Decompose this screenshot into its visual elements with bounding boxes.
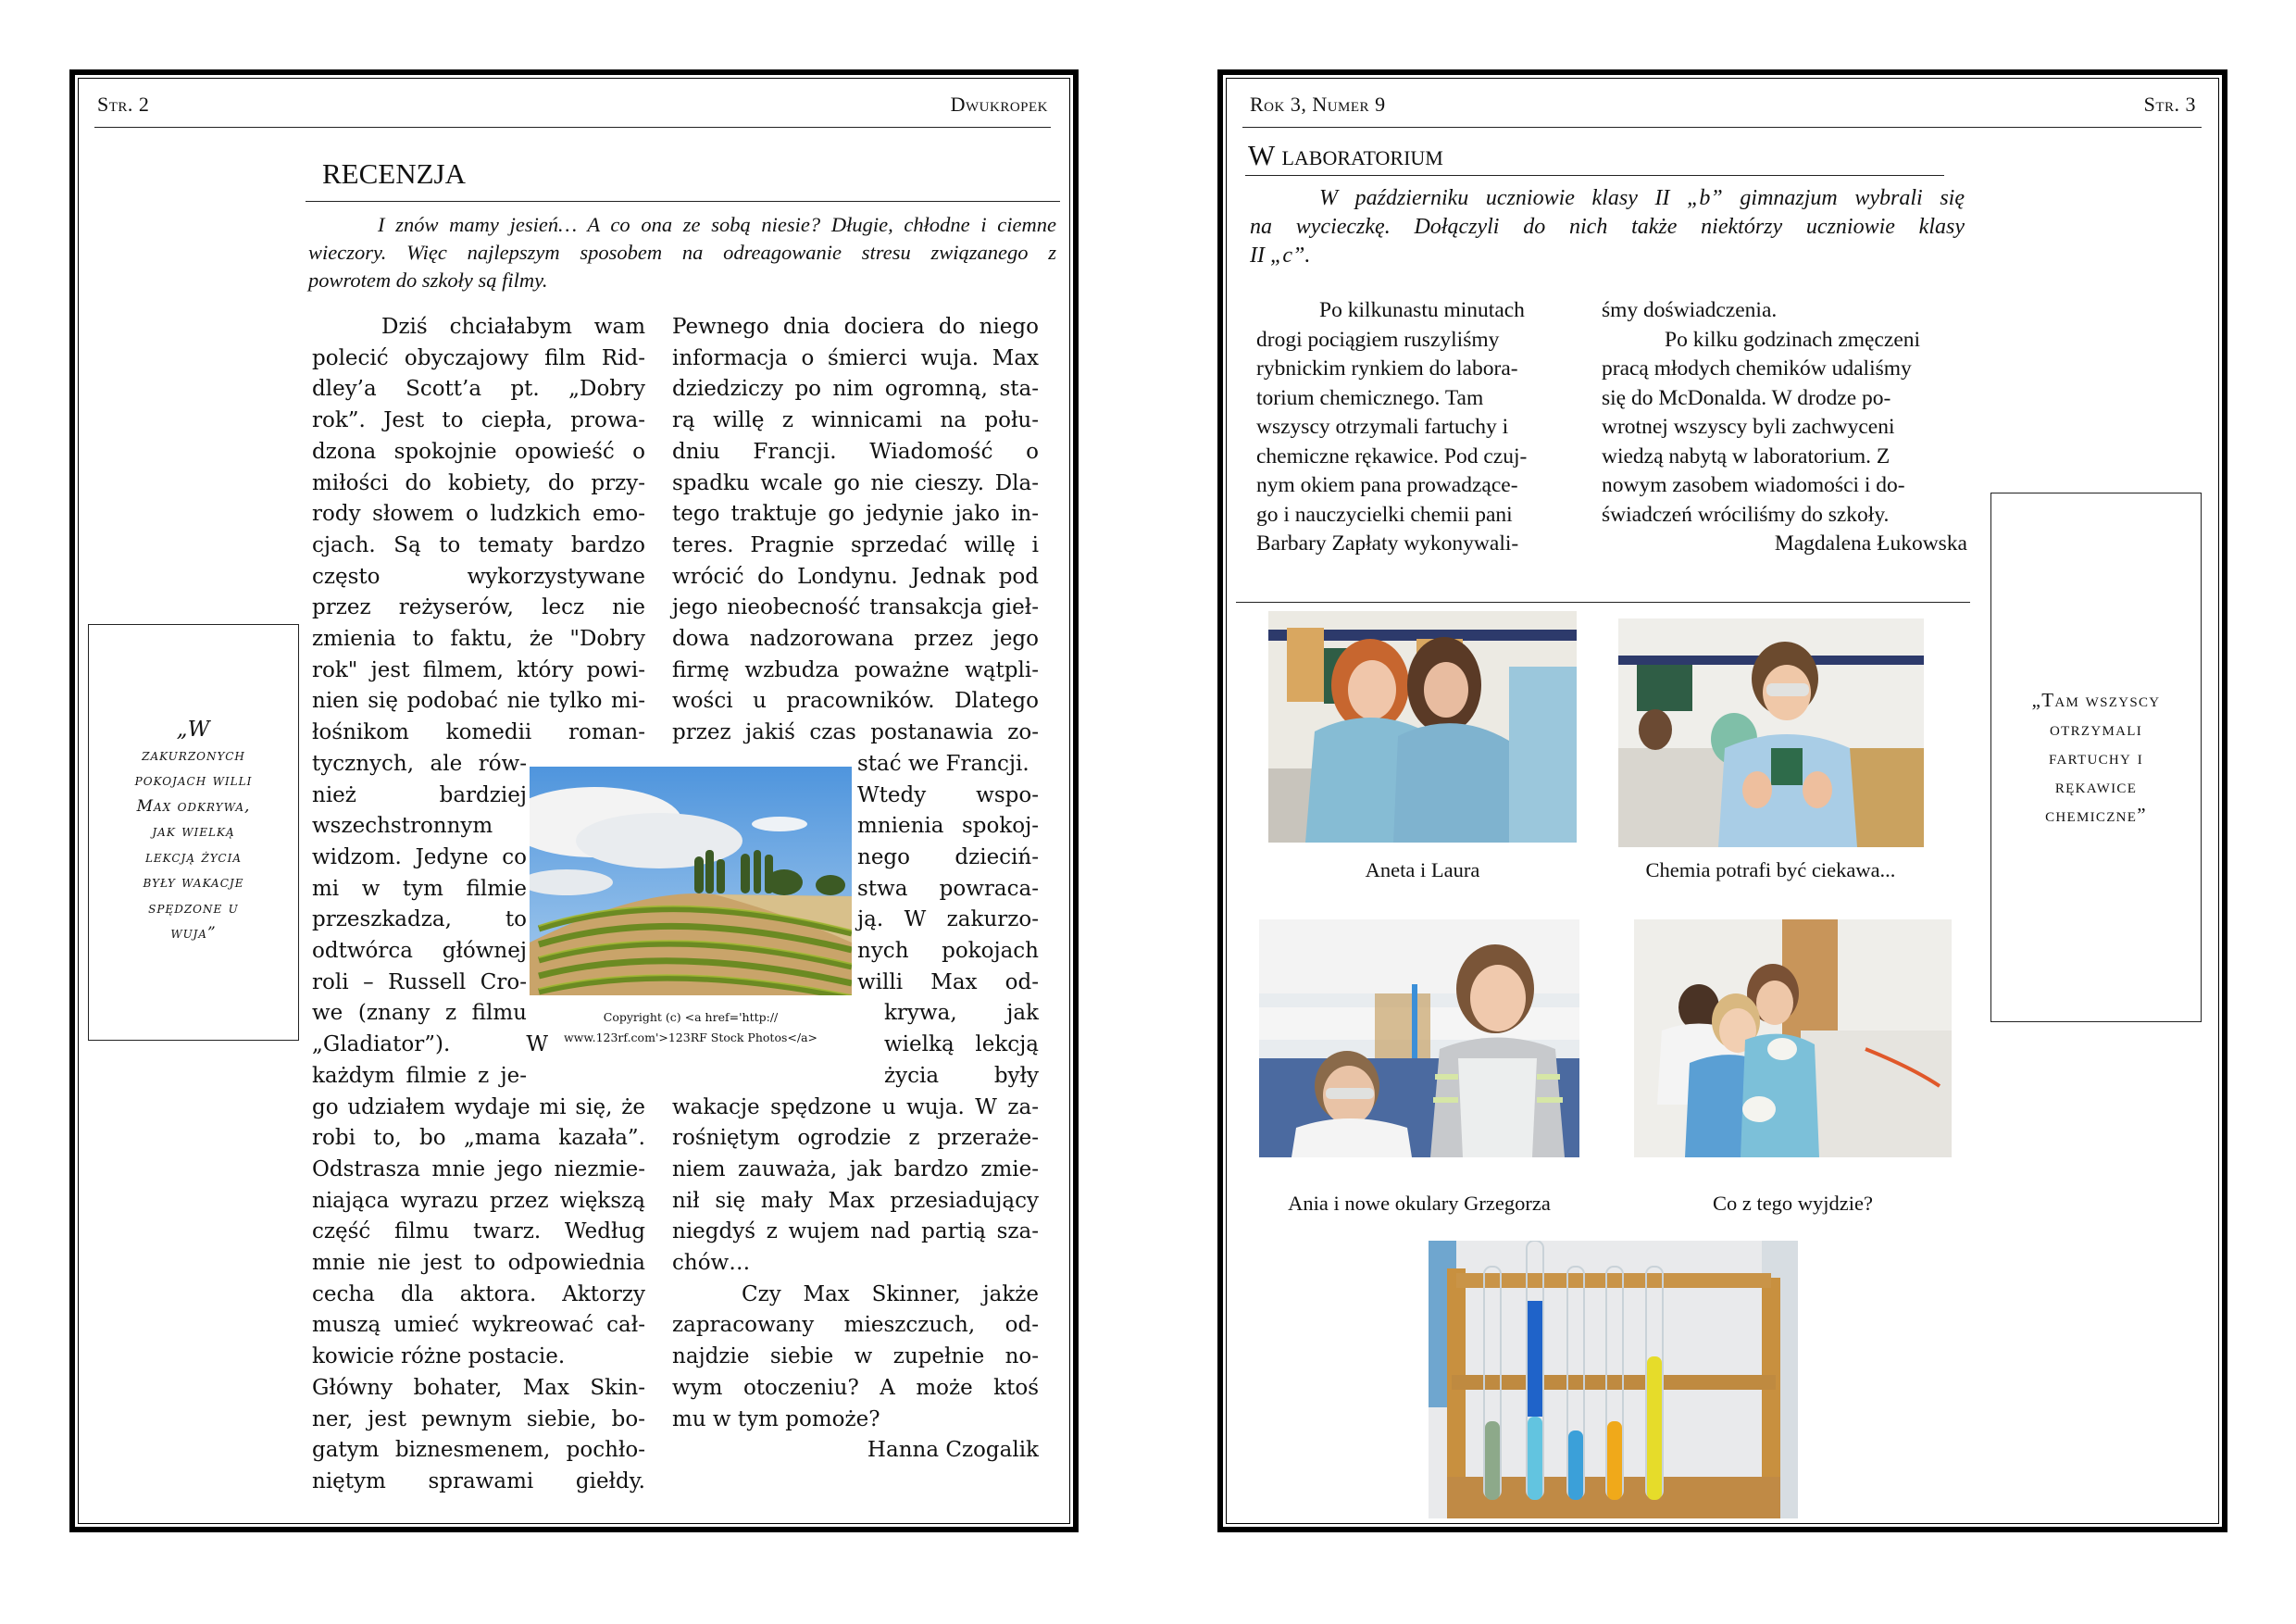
text-line: go i nauczycielki chemii pani xyxy=(1256,502,1513,527)
text-line: wszyscy otrzymali fartuchy i xyxy=(1256,415,1509,439)
pull-quote-left xyxy=(88,624,299,1041)
text-line: dzona spokojnie opowieść o xyxy=(312,439,645,464)
pull-quote-line: jak wielką xyxy=(152,822,235,842)
text-line: świadczeń wróciliśmy do szkoły. xyxy=(1602,502,1890,527)
text-line: ją. W zakurzo- xyxy=(857,907,1039,932)
section-title-review: RECENZJA xyxy=(322,157,466,190)
text-line: rą willę z winnicami na połu- xyxy=(672,408,1039,433)
pull-quote-line: otrzymali xyxy=(2049,717,2143,740)
text-line: rybnickim rynkiem do labora- xyxy=(1256,356,1518,381)
pull-quote-line: rękawice xyxy=(2054,774,2138,797)
text-line: mnienia spokoj- xyxy=(857,814,1039,839)
text-line: teres. Pragnie sprzedać willę i xyxy=(672,532,1039,557)
text-line: kowicie różne postacie. xyxy=(312,1344,566,1369)
text-line: informacja o śmierci wuja. Max xyxy=(672,345,1039,370)
text-line: spadku wcale go nie cieszy. Dla- xyxy=(672,470,1039,495)
pull-quote-left-text xyxy=(117,718,271,947)
text-line: Czy Max Skinner, jakże xyxy=(742,1281,1039,1306)
text-line: wości u pracowników. Dlatego xyxy=(672,689,1039,714)
text-line: chów… xyxy=(672,1251,751,1275)
text-line: Hanna Czogalik xyxy=(867,1438,1039,1463)
lab-intro xyxy=(1250,184,1965,270)
vineyard-photo xyxy=(530,767,852,995)
text-line: Wtedy wspo- xyxy=(857,782,1039,807)
intro-line: W październiku uczniowie klasy II „b” gimnazjum wybrali się xyxy=(1319,186,1965,210)
pull-quote-line: lekcją życia xyxy=(144,847,243,867)
text-line: wakacje spędzone u wuja. W za- xyxy=(672,1094,1039,1119)
photo-ania-grzegorz xyxy=(1259,919,1579,1157)
text-line: Po kilkunastu minutach xyxy=(1319,298,1525,322)
text-line: stać we Francji. xyxy=(857,751,1029,776)
text-line: gatym biznesmenem, pochło- xyxy=(312,1438,645,1463)
copyright-line: www.123rf.com'>123RF Stock Photos</a> xyxy=(563,1031,817,1044)
text-line: dley’a Scott’a pt. „Dobry xyxy=(312,377,645,402)
page-number-right: Str. 3 xyxy=(2143,93,2196,116)
text-line: cjach. Są to tematy bardzo xyxy=(312,532,645,557)
text-line: nych pokojach xyxy=(857,939,1039,963)
intro-line: II „c”. xyxy=(1250,244,1311,268)
text-line: roli – Russell Cro- xyxy=(312,969,527,994)
text-line: Odstrasza mnie jego niezmie- xyxy=(312,1156,645,1181)
text-line: we (znany z filmu xyxy=(312,1001,527,1026)
text-line: część filmu twarz. Według xyxy=(312,1219,645,1244)
text-line: pracą młodych chemików udaliśmy xyxy=(1602,356,1912,381)
text-line: stwa powraca- xyxy=(857,876,1039,901)
photo-test-tubes xyxy=(1429,1241,1798,1518)
text-line: wielką lekcją xyxy=(884,1032,1039,1057)
text-line: tycznych, ale rów- xyxy=(312,751,527,776)
text-line: niętym sprawami giełdy. xyxy=(312,1468,645,1493)
text-line: przez reżyserów, lecz nie xyxy=(312,595,645,620)
text-line: tego traktuje go jedynie jako in- xyxy=(672,502,1039,527)
text-line: willi Max od- xyxy=(857,969,1039,994)
text-line: nowym zasobem wiadomości i do- xyxy=(1602,473,1905,497)
text-line: mnie nie jest to odpowiednia xyxy=(312,1251,645,1275)
page-number-left: Str. 2 xyxy=(97,93,150,116)
text-line: robi to, bo „mama kazała”. xyxy=(312,1126,645,1151)
text-line: wym otoczeniu? A może ktoś xyxy=(672,1375,1039,1400)
text-line: chemiczne rękawice. Pod czuj- xyxy=(1256,443,1528,468)
text-line: zmienia to faktu, że "Dobry xyxy=(312,627,645,651)
text-line: firmę wzbudza poważne wątpli- xyxy=(672,657,1039,682)
pull-quote-line: Max odkrywa, xyxy=(136,796,251,816)
intro-line: wieczory. Więc najlepszym sposobem na odreagowanie stresu związanego z xyxy=(308,241,1056,264)
text-line: wszechstronnym xyxy=(312,814,493,839)
section-rule-lab xyxy=(1245,175,1944,176)
photo-caption: Ania i nowe okulary Grzegorza xyxy=(1288,1192,1551,1215)
photo-caption: Aneta i Laura xyxy=(1365,858,1480,881)
photo-chemistry-fun xyxy=(1618,618,1924,847)
text-line: drogi pociągiem ruszyliśmy xyxy=(1256,327,1500,352)
text-line: przez jakiś czas postanawia zo- xyxy=(672,720,1039,745)
text-line: łośnikom komedii roman- xyxy=(312,720,645,745)
text-line: rody słowem o ludzkich emo- xyxy=(312,502,645,527)
text-line: mi w tym filmie xyxy=(312,876,527,901)
newsletter-title: Dwukropek xyxy=(950,93,1048,116)
pull-quote-right xyxy=(1990,493,2202,1022)
text-line: mu w tym pomoże? xyxy=(672,1406,880,1431)
text-line: jego nieobecność transakcja gieł- xyxy=(672,595,1039,620)
pull-quote-line: były wakacje xyxy=(143,873,244,893)
text-line: torium chemicznego. Tam xyxy=(1256,385,1484,410)
text-line: rok”. Jest to ciepła, prowa- xyxy=(312,408,645,433)
text-line: odtwórca głównej xyxy=(312,939,527,963)
intro-line: na wycieczkę. Dołączyli do nich także niektórzy uczniowie klasy xyxy=(1250,215,1965,239)
text-line: zapracowany mieszczuch, od- xyxy=(672,1313,1039,1338)
text-line: ner, jest pewnym siebie, bo- xyxy=(312,1406,645,1431)
issue-label: Rok 3, Numer 9 xyxy=(1250,93,1386,116)
photo-what-will-happen xyxy=(1634,919,1952,1157)
text-line: „Gladiator”). W xyxy=(312,1032,548,1057)
text-line: wrócić do Londynu. Jednak pod xyxy=(672,564,1039,589)
pull-quote-line: fartuchy i xyxy=(2048,745,2144,768)
pull-quote-line: „W xyxy=(176,718,211,743)
review-intro xyxy=(308,211,1056,294)
text-line: nego dzieciń- xyxy=(857,844,1039,869)
text-line: każdym filmie z je- xyxy=(312,1063,527,1088)
text-line: rok" jest filmem, który powi- xyxy=(312,657,645,682)
pull-quote-line: zakurzonych xyxy=(142,745,245,765)
text-line: Dziś chciałabym wam xyxy=(381,315,645,339)
text-line: nił się mały Max przesiadujący xyxy=(672,1188,1039,1213)
text-line: niająca wyrazu przez większą xyxy=(312,1188,645,1213)
article-divider xyxy=(1236,602,1970,603)
text-line: najdzie siebie w zupełnie no- xyxy=(672,1344,1039,1369)
pull-quote-right-text xyxy=(2017,686,2176,830)
text-line: życia były xyxy=(884,1063,1039,1088)
text-line: nież bardziej xyxy=(312,782,527,807)
text-line: niem zauważa, jak bardzo zmie- xyxy=(672,1156,1039,1181)
header-rule-right xyxy=(1242,127,2202,128)
text-line: go udziałem wydaje mi się, że xyxy=(312,1094,645,1119)
copyright-line: Copyright (c) <a href='http:// xyxy=(603,1010,779,1024)
text-line: cecha dla aktora. Aktorzy xyxy=(312,1281,645,1306)
text-line: niegdyś z wujem nad partią sza- xyxy=(672,1219,1039,1244)
photo-aneta-laura xyxy=(1268,611,1577,843)
text-line: widzom. Jedyne co xyxy=(312,844,527,869)
text-line: dowa nadzorowana przez jego xyxy=(672,627,1039,651)
text-line: nien się podobać nie tylko mi- xyxy=(312,689,645,714)
text-line: śmy doświadczenia. xyxy=(1602,298,1778,322)
text-line: dziedziczy po nim ogromną, sta- xyxy=(672,377,1039,402)
section-rule-review xyxy=(306,201,1060,202)
pull-quote-line: „Tam wszyscy xyxy=(2031,688,2161,711)
text-line: miłości do kobiety, do przy- xyxy=(312,470,645,495)
pull-quote-line: spędzone u xyxy=(148,898,239,918)
photo-caption: Chemia potrafi być ciekawa... xyxy=(1645,858,1896,881)
text-line: polecić obyczajowy film Rid- xyxy=(312,345,645,370)
intro-line: powrotem do szkoły są filmy. xyxy=(308,269,548,292)
header-rule-left xyxy=(94,127,1051,128)
text-line: wrotnej wszyscy byli zachwyceni xyxy=(1602,415,1895,439)
intro-line: I znów mamy jesień… A co ona ze sobą niesie? Długie, chłodne i ciemne xyxy=(378,213,1056,236)
pull-quote-line: pokojach willi xyxy=(134,771,253,791)
text-line: Główny bohater, Max Skin- xyxy=(312,1375,645,1400)
text-line: Pewnego dnia dociera do niego xyxy=(672,315,1039,339)
image-copyright xyxy=(530,1007,852,1048)
text-line: krywa, jak xyxy=(884,1001,1039,1026)
text-line: rośniętym ogrodzie z przeraże- xyxy=(672,1126,1039,1151)
text-line: Po kilku godzinach zmęczeni xyxy=(1665,327,1921,352)
pull-quote-line: wuja” xyxy=(170,924,217,943)
text-line: często wykorzystywane xyxy=(312,564,645,589)
text-line: Barbary Zapłaty wykonywali- xyxy=(1256,531,1519,556)
section-title-lab: W laboratorium xyxy=(1248,139,1443,171)
text-line: Magdalena Łukowska xyxy=(1774,531,1967,556)
photo-caption: Co z tego wyjdzie? xyxy=(1712,1192,1874,1215)
pull-quote-line: chemiczne” xyxy=(2045,803,2147,826)
text-line: muszą umieć wykreować cał- xyxy=(312,1313,645,1338)
text-line: nym okiem pana prowadzące- xyxy=(1256,473,1518,497)
text-line: wiedzą nabytą w laboratorium. Z xyxy=(1602,443,1890,468)
text-line: przeszkadza, to xyxy=(312,907,527,932)
text-line: się do McDonalda. W drodze po- xyxy=(1602,385,1891,410)
text-line: dniu Francji. Wiadomość o xyxy=(672,439,1039,464)
